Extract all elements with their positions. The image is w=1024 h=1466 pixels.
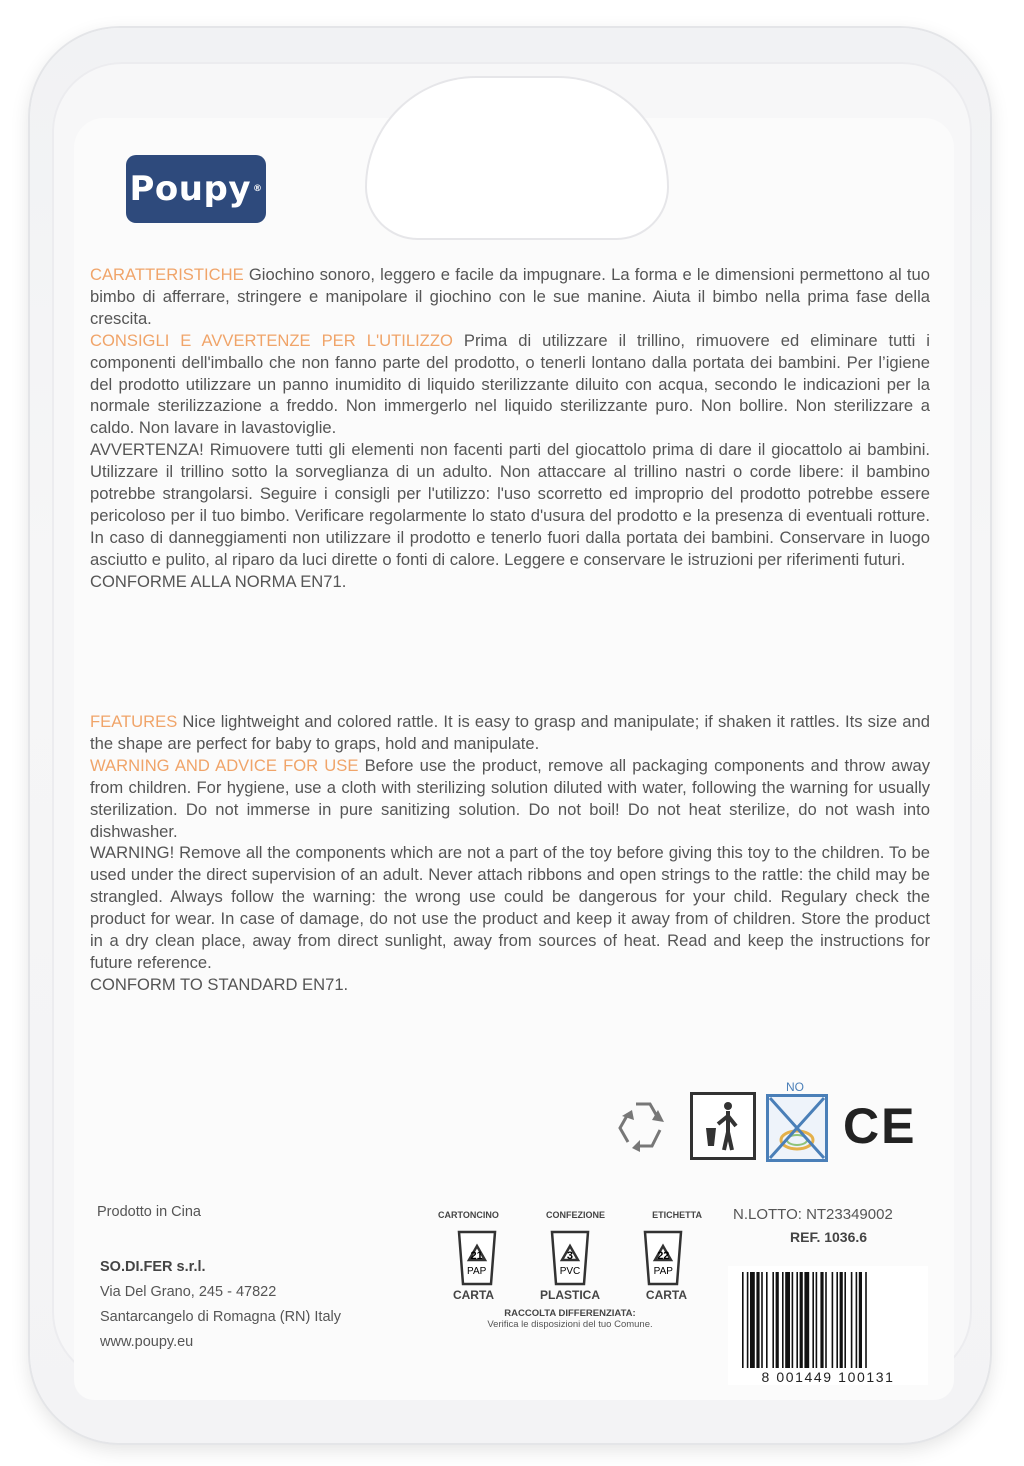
raccolta-label: RACCOLTA DIFFERENZIATA: <box>504 1308 636 1319</box>
recycling-icons <box>430 1226 710 1286</box>
italian-advice-heading: CONSIGLI E AVVERTENZE PER L'UTILIZZO <box>90 330 453 350</box>
address-line-1: Via Del Grano, 245 - 47822 <box>100 1284 277 1300</box>
recycling-table <box>430 1210 710 1330</box>
barcode-bar <box>836 1272 838 1368</box>
barcode-bar <box>796 1272 798 1368</box>
recycle-icon <box>610 1092 678 1160</box>
english-features-text: Nice lightweight and colored rattle. It is easy to grasp and manipulate; if shaken it rattles. Its size and the shape are perfect for baby to graps, hold and manipulate. <box>90 712 930 753</box>
barcode-bar <box>816 1272 818 1368</box>
barcode-bar <box>844 1272 846 1368</box>
italian-advice-paragraph <box>90 330 930 440</box>
no-label: NO <box>786 1080 804 1094</box>
barcode-bar <box>750 1272 755 1368</box>
english-warning-paragraph: WARNING! Remove all the components which are not a part of the toy before giving this toy to the children. To be used under the direct supervision of an adult. Never attach ribbons and open strings to the rattle: the child may be strangled. Always follow the warning: the wrong use could be dangerous for your child. Regulary check the product for wear. In case of damage, do not use the product and keep it away from of children. Store the product in a dry clean place, away from direct sunlight, away from sources of heat. Read and keep the instructions for future reference. <box>90 843 930 972</box>
english-conformity: CONFORM TO STANDARD EN71. <box>90 974 349 994</box>
poupy-logo <box>126 155 266 223</box>
ce-mark-icon <box>843 1098 929 1154</box>
english-features-paragraph <box>90 711 930 755</box>
english-advice-heading: WARNING AND ADVICE FOR USE <box>90 755 359 775</box>
ce-mark-text: CE <box>843 1098 917 1154</box>
material-label: CARTA <box>452 1288 495 1302</box>
bin-recycle-icon <box>540 1226 600 1286</box>
barcode-bar <box>761 1272 763 1368</box>
barcode-bar <box>812 1272 814 1368</box>
company-block <box>100 1255 341 1355</box>
italian-warning-paragraph: AVVERTENZA! Rimuovere tutti gli elementi non facenti parti del giocattolo prima di dare il giocattolo ai bambini. Utilizzare il trillino sotto la sorveglianza di un adulto. Non attaccare al trillino nastri o corde libere: il bambino potrebbe strangolarsi. Seguire i consigli per l'utilizzo: l'uso scorretto ed improprio del prodotto potrebbe essere pericoloso per il tuo bimbo. Verificare regolarmente lo stato d'usura del prodotto e la presenza di eventuali rotture. In caso di danneggiamenti non utilizzare il prodotto e tenerlo fuori dalla portata dei bambini. Conservare in luogo asciutto e pulito, al riparo da luci dirette o fonti di calore. Leggere e conservare le istruzioni per riferimenti futuri. <box>90 440 930 569</box>
hang-hole <box>367 78 667 238</box>
logo-text: Poupy <box>129 169 251 209</box>
resin-number: 3 <box>566 1250 574 1262</box>
verifica-label: Verifica le disposizioni del tuo Comune. <box>487 1319 653 1330</box>
barcode-bar <box>782 1272 784 1368</box>
reference-code: REF. 1036.6 <box>790 1229 868 1245</box>
material-code: PAP <box>653 1266 673 1277</box>
barcode <box>728 1266 928 1384</box>
barcode-bar <box>792 1272 794 1368</box>
barcode-number: 8 001449 100131 <box>728 1369 928 1385</box>
made-in-label: Prodotto in Cina <box>97 1204 201 1220</box>
barcode-bar <box>766 1272 768 1368</box>
material-code: PVC <box>559 1266 581 1277</box>
company-name: SO.DI.FER s.r.l. <box>100 1259 206 1275</box>
no-dishwasher-icon <box>766 1080 828 1162</box>
barcode-bar <box>800 1272 803 1368</box>
english-advice-paragraph <box>90 755 930 843</box>
recycling-materials <box>430 1288 710 1302</box>
barcode-bar <box>785 1272 790 1368</box>
column-head: CARTONCINO <box>438 1210 499 1220</box>
barcode-bar <box>804 1272 809 1368</box>
resin-number: 21 <box>470 1250 483 1262</box>
barcode-bar <box>851 1272 853 1368</box>
italian-conformity: CONFORME ALLA NORMA EN71. <box>90 571 347 591</box>
english-advice-text: Before use the product, remove all packaging components and throw away from children. For hygiene, use a cloth with sterilizing solution diluted with water, following the warning for usually sterilization. Do not immerse in pure sanitizing solution. Do not boil! Do not heat sterilize, do not wash into dishwasher. <box>90 755 930 841</box>
english-features-heading: FEATURES <box>90 712 178 731</box>
barcode-bar <box>756 1272 759 1368</box>
website-link[interactable]: www.poupy.eu <box>100 1334 194 1350</box>
barcode-bar <box>859 1272 862 1368</box>
barcode-bar <box>865 1272 867 1368</box>
material-code: PAP <box>467 1266 487 1277</box>
barcode-bar <box>776 1272 779 1368</box>
column-head: CONFEZIONE <box>545 1210 605 1220</box>
barcode-bar <box>856 1272 858 1368</box>
italian-advice-text: Prima di utilizzare il trillino, rimuovere ed eliminare tutti i componenti dell'imballo che non fanno parte del prodotto, o tenerli lontano dalla portata dei bambini. Per l’igiene del prodotto utilizzare un panno inumidito di liquido sterilizzante diluito con acqua, secondo le indicazioni per la normale sterilizzazione a freddo. Non immergerlo nel liquido sterilizzante puro. Non bollire. Non sterilizzare a caldo. Non lavare in lavastoviglie. <box>90 330 930 438</box>
italian-features-paragraph <box>90 264 930 330</box>
material-label: CARTA <box>645 1288 688 1302</box>
barcode-bar <box>772 1272 774 1368</box>
recycling-heads <box>430 1210 710 1220</box>
barcode-bar <box>825 1272 827 1368</box>
barcode-bars <box>728 1266 928 1370</box>
barcode-bar <box>840 1272 843 1368</box>
italian-features-text: Giochino sonoro, leggero e facile da impugnare. La forma e le dimensioni permettono al tuo bimbo di afferrare, stringere e manipolare il giochino con le sue manine. Aiuta il bimbo nella prima fase della crescita. <box>90 265 930 328</box>
italian-features-heading: CARATTERISTICHE <box>90 265 244 284</box>
resin-number: 22 <box>657 1250 670 1262</box>
barcode-bar <box>747 1272 749 1368</box>
barcode-bar <box>832 1272 834 1368</box>
italian-instructions <box>90 264 930 593</box>
barcode-bar <box>742 1272 744 1368</box>
bin-recycle-icon <box>633 1226 693 1286</box>
address-line-2: Santarcangelo di Romagna (RN) Italy <box>100 1309 341 1325</box>
column-head: ETICHETTA <box>652 1210 702 1220</box>
registered-mark: ® <box>252 184 263 194</box>
lot-number: N.LOTTO: NT23349002 <box>733 1206 893 1223</box>
barcode-bar <box>820 1272 823 1368</box>
trash-bin-icon <box>690 1092 756 1160</box>
material-label: PLASTICA <box>539 1288 600 1302</box>
bin-recycle-icon <box>447 1226 507 1286</box>
english-instructions <box>90 711 930 996</box>
